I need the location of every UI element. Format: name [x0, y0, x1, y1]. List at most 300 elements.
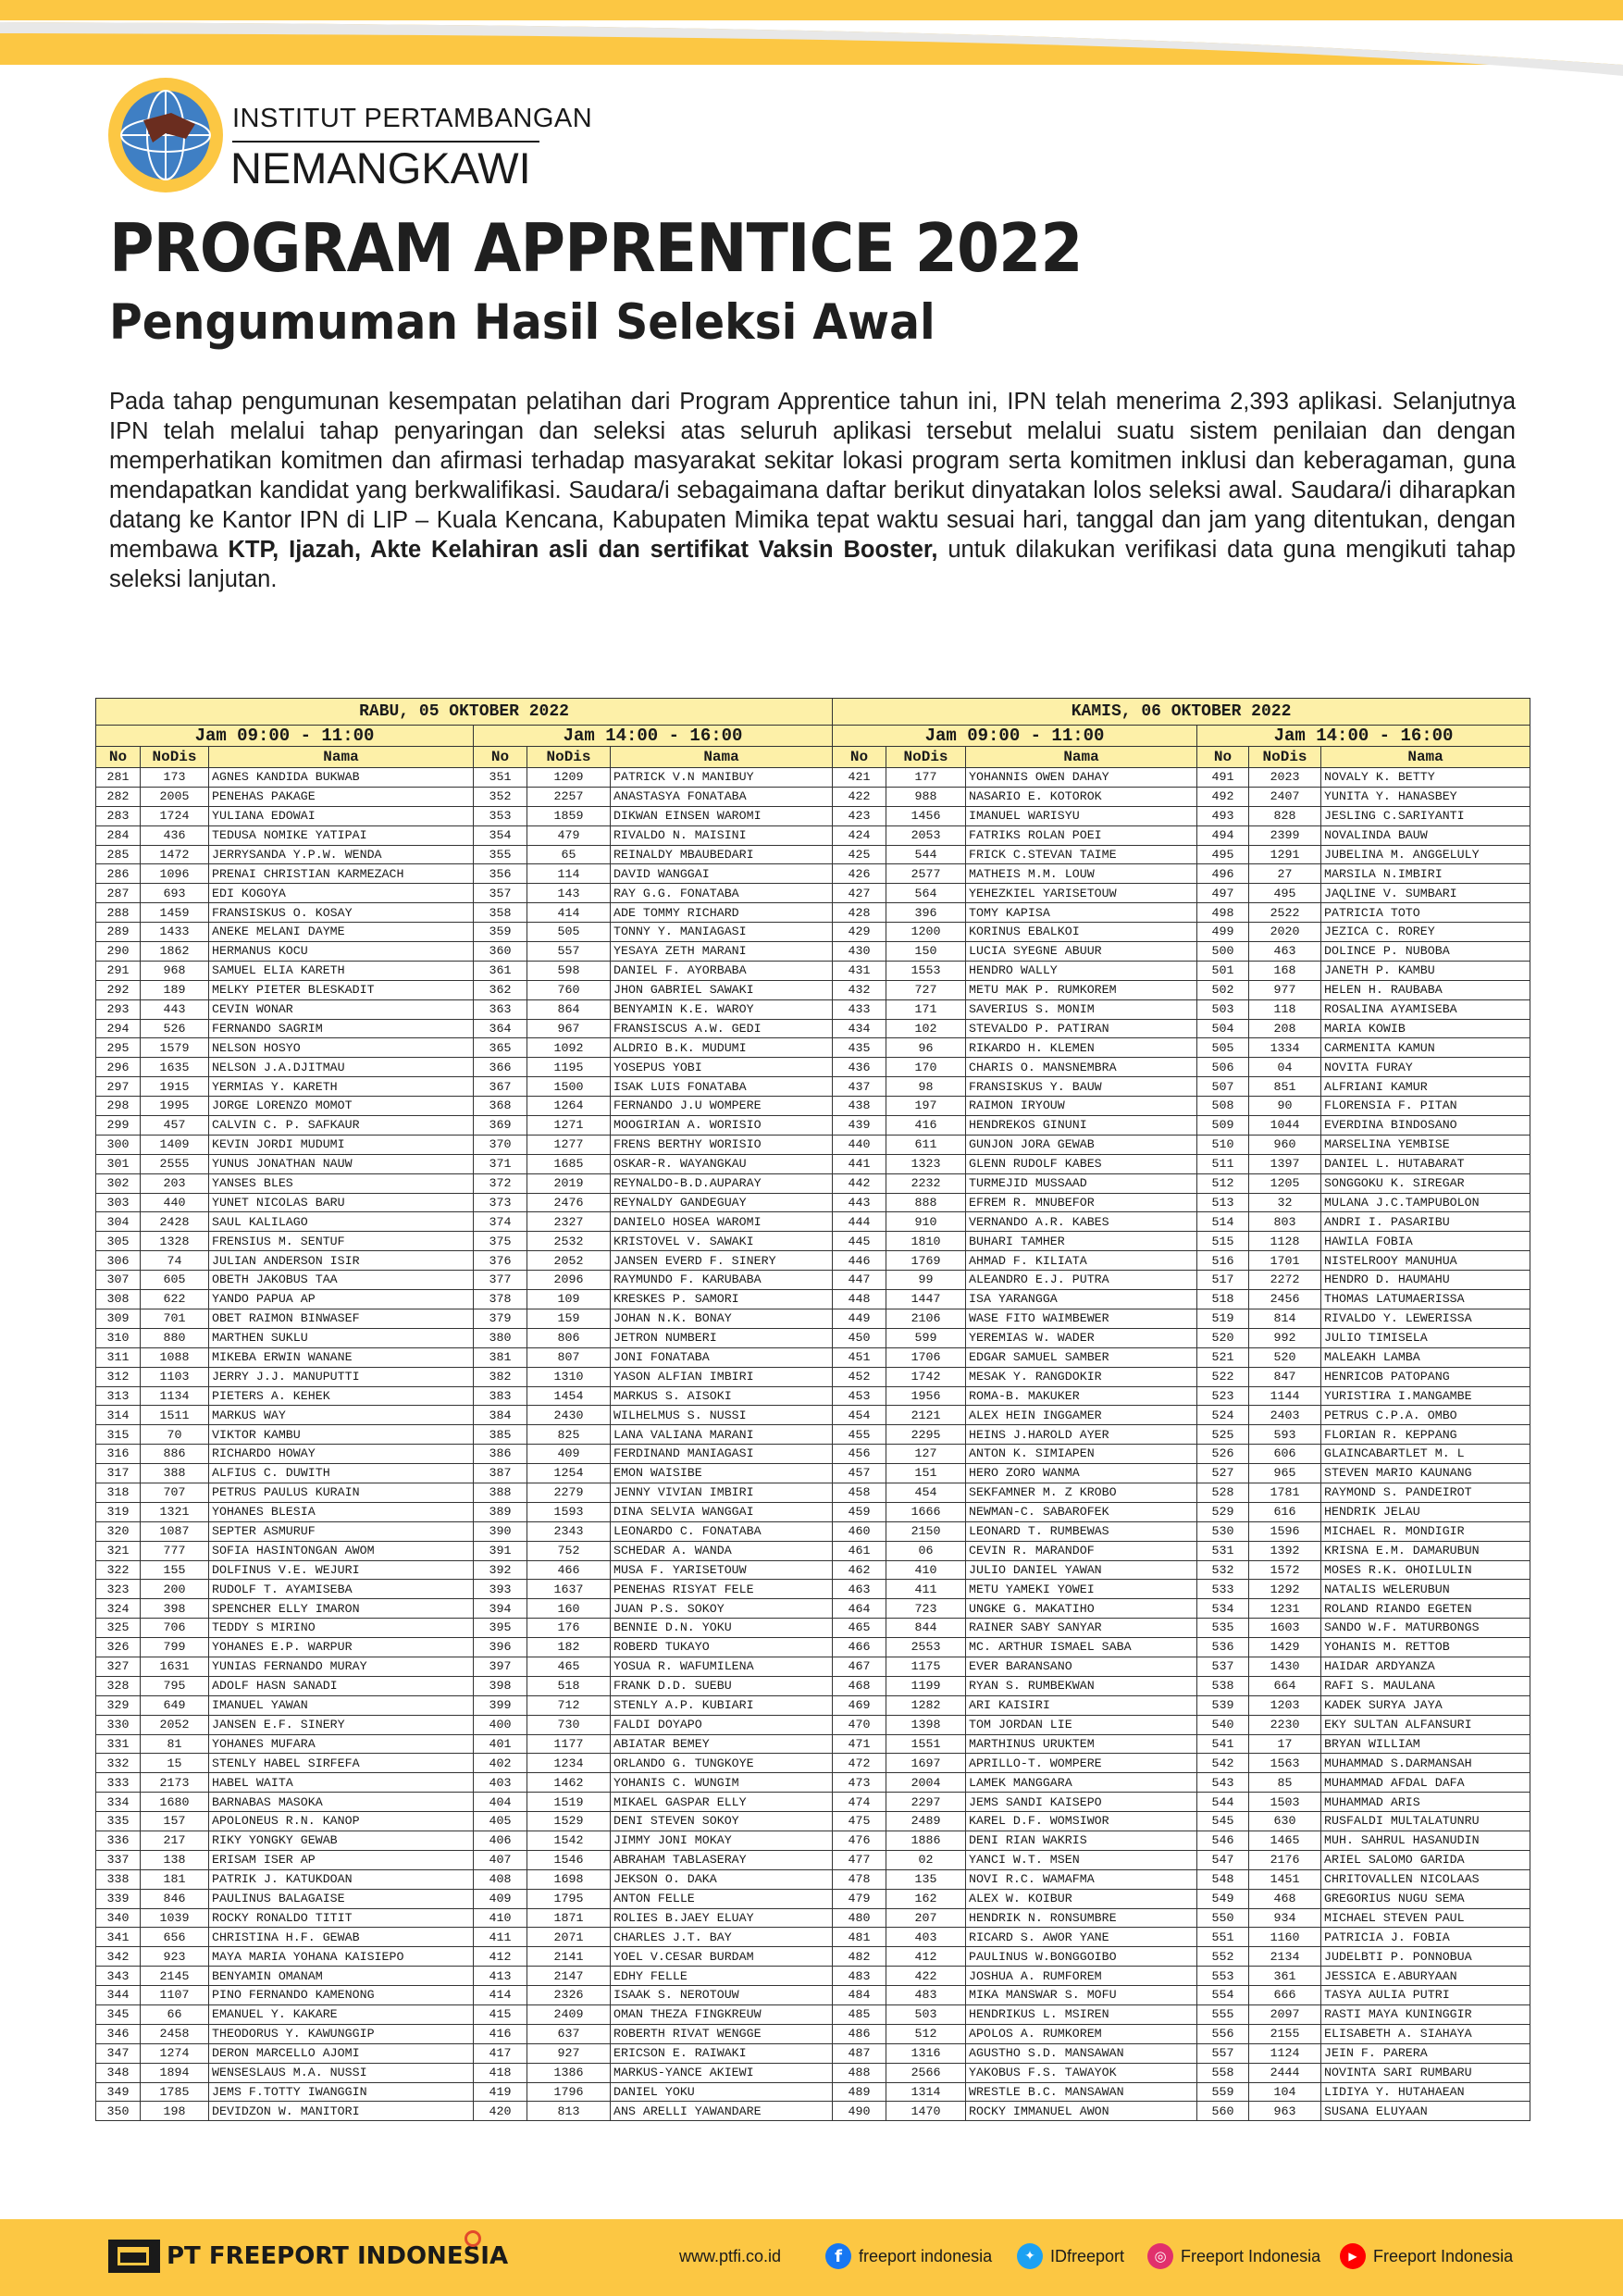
cell-no: 322	[96, 1560, 141, 1580]
cell-nama: YOHANNIS OWEN DAHAY	[966, 768, 1197, 788]
cell-nama: CHARIS O. MANSNEMBRA	[966, 1058, 1197, 1077]
cell-no: 282	[96, 787, 141, 806]
cell-nama: TOM JORDAN LIE	[966, 1715, 1197, 1734]
cell-no: 430	[833, 942, 886, 962]
cell-no: 301	[96, 1154, 141, 1173]
cell-nama: PRENAI CHRISTIAN KARMEZACH	[209, 864, 474, 884]
cell-no: 465	[833, 1619, 886, 1638]
cell-nama: HAWILA FOBIA	[1321, 1232, 1530, 1251]
cell-nama: HENDRO D. HAUMAHU	[1321, 1271, 1530, 1290]
table-row	[96, 1928, 1530, 1947]
cell-nodis: 1199	[886, 1676, 966, 1695]
cell-nodis: 1087	[141, 1521, 209, 1541]
cell-no: 284	[96, 825, 141, 845]
cell-nodis: 135	[886, 1869, 966, 1889]
cell-no: 504	[1197, 1019, 1249, 1038]
cell-nama: PENEHAS RISYAT FELE	[611, 1580, 833, 1599]
cell-nama: PIETERS A. KEHEK	[209, 1386, 474, 1406]
instagram-link[interactable]	[1147, 2242, 1320, 2270]
cell-nama: WILHELMUS S. NUSSI	[611, 1406, 833, 1425]
cell-no: 540	[1197, 1715, 1249, 1734]
cell-nodis: 2230	[1249, 1715, 1321, 1734]
cell-nodis: 813	[527, 2102, 611, 2121]
table-row	[96, 1986, 1530, 2005]
cell-nama: JANSEN E.F. SINERY	[209, 1715, 474, 1734]
cell-nodis: 777	[141, 1541, 209, 1560]
cell-nama: MC. ARTHUR ISMAEL SABA	[966, 1638, 1197, 1657]
cell-no: 543	[1197, 1773, 1249, 1793]
cell-nodis: 1724	[141, 806, 209, 825]
cell-no: 544	[1197, 1793, 1249, 1812]
cell-no: 293	[96, 999, 141, 1019]
cell-no: 429	[833, 923, 886, 942]
cell-nodis: 203	[141, 1173, 209, 1193]
cell-nama: MOOGIRIAN A. WORISIO	[611, 1116, 833, 1136]
cell-no: 401	[474, 1734, 527, 1754]
cell-nama: TASYA AULIA PUTRI	[1321, 1986, 1530, 2005]
table-row	[96, 1271, 1530, 1290]
cell-no: 506	[1197, 1058, 1249, 1077]
cell-nodis: 1386	[527, 2063, 611, 2082]
cell-nama: MARTHEN SUKLU	[209, 1328, 474, 1347]
cell-nama: VERNANDO A.R. KABES	[966, 1212, 1197, 1232]
table-row	[96, 1773, 1530, 1793]
cell-no: 302	[96, 1173, 141, 1193]
cell-nama: BENNIE D.N. YOKU	[611, 1619, 833, 1638]
cell-no: 300	[96, 1135, 141, 1154]
cell-nodis: 880	[141, 1328, 209, 1347]
cell-nama: RUSFALDI MULTALATUNRU	[1321, 1812, 1530, 1831]
table-row	[96, 1754, 1530, 1773]
cell-nama: GREGORIUS NUGU SEMA	[1321, 1889, 1530, 1908]
cell-nodis: 168	[1249, 961, 1321, 980]
cell-nodis: 1128	[1249, 1232, 1321, 1251]
cell-nodis: 1593	[527, 1502, 611, 1521]
website-link[interactable]: www.ptfi.co.id	[679, 2247, 782, 2265]
cell-nodis: 814	[1249, 1309, 1321, 1328]
cell-nodis: 512	[886, 2024, 966, 2043]
cell-nama: CARMENITA KAMUN	[1321, 1038, 1530, 1058]
cell-nodis: 2134	[1249, 1947, 1321, 1967]
column-header: NoDis	[1249, 747, 1321, 768]
cell-nodis: 2173	[141, 1773, 209, 1793]
cell-no: 463	[833, 1580, 886, 1599]
table-row	[96, 1889, 1530, 1908]
cell-nodis: 803	[1249, 1212, 1321, 1232]
cell-no: 353	[474, 806, 527, 825]
cell-nodis: 396	[886, 903, 966, 923]
table-row	[96, 1425, 1530, 1445]
cell-no: 425	[833, 845, 886, 864]
cell-nodis: 98	[886, 1077, 966, 1097]
cell-no: 522	[1197, 1367, 1249, 1386]
cell-nama: YERMIAS Y. KARETH	[209, 1077, 474, 1097]
table-row	[96, 1483, 1530, 1502]
cell-no: 350	[96, 2102, 141, 2121]
cell-no: 485	[833, 2005, 886, 2025]
cell-nama: RYAN S. RUMBEKWAN	[966, 1676, 1197, 1695]
cell-nodis: 1462	[527, 1773, 611, 1793]
cell-nama: JONI FONATABA	[611, 1347, 833, 1367]
cell-nodis: 463	[1249, 942, 1321, 962]
cell-nama: LANA VALIANA MARANI	[611, 1425, 833, 1445]
cell-nodis: 988	[886, 787, 966, 806]
cell-nama: DOLINCE P. NUBOBA	[1321, 942, 1530, 962]
cell-nodis: 02	[886, 1850, 966, 1869]
table-row	[96, 1251, 1530, 1271]
cell-no: 317	[96, 1464, 141, 1483]
cell-no: 427	[833, 884, 886, 903]
cell-nama: WASE FITO WAIMBEWER	[966, 1309, 1197, 1328]
cell-nama: PAULINUS BALAGAISE	[209, 1889, 474, 1908]
cell-nodis: 630	[1249, 1812, 1321, 1831]
cell-no: 397	[474, 1657, 527, 1676]
table-row	[96, 1097, 1530, 1116]
cell-nama: KAREL D.F. WOMSIWOR	[966, 1812, 1197, 1831]
cell-no: 449	[833, 1309, 886, 1328]
cell-nama: NELSON HOSYO	[209, 1038, 474, 1058]
cell-nama: FRENSIUS M. SENTUF	[209, 1232, 474, 1251]
cell-nodis: 2409	[527, 2005, 611, 2025]
cell-no: 285	[96, 845, 141, 864]
cell-no: 392	[474, 1560, 527, 1580]
cell-nodis: 1274	[141, 2043, 209, 2063]
cell-nama: DERON MARCELLO AJOMI	[209, 2043, 474, 2063]
cell-no: 469	[833, 1695, 886, 1715]
cell-nodis: 1470	[886, 2102, 966, 2121]
cell-nama: FRENS BERTHY WORISIO	[611, 1135, 833, 1154]
cell-nama: PINO FERNANDO KAMENONG	[209, 1986, 474, 2005]
cell-no: 387	[474, 1464, 527, 1483]
cell-nodis: 807	[527, 1347, 611, 1367]
cell-nodis: 1572	[1249, 1560, 1321, 1580]
table-row	[96, 2082, 1530, 2102]
cell-no: 434	[833, 1019, 886, 1038]
cell-nama: ORLANDO G. TUNGKOYE	[611, 1754, 833, 1773]
cell-nama: TOMY KAPISA	[966, 903, 1197, 923]
cell-no: 529	[1197, 1502, 1249, 1521]
cell-no: 421	[833, 768, 886, 788]
cell-no: 438	[833, 1097, 886, 1116]
cell-no: 386	[474, 1445, 527, 1464]
cell-nodis: 707	[141, 1483, 209, 1502]
twitter-link[interactable]	[1017, 2242, 1124, 2270]
table-row	[96, 1212, 1530, 1232]
cell-nodis: 844	[886, 1619, 966, 1638]
cell-nama: MIKEBA ERWIN WANANE	[209, 1347, 474, 1367]
cell-nama: PENEHAS PAKAGE	[209, 787, 474, 806]
cell-nodis: 182	[527, 1638, 611, 1657]
cell-nodis: 66	[141, 2005, 209, 2025]
cell-no: 457	[833, 1464, 886, 1483]
table-row	[96, 1328, 1530, 1347]
cell-no: 466	[833, 1638, 886, 1657]
cell-nodis: 799	[141, 1638, 209, 1657]
cell-nodis: 2279	[527, 1483, 611, 1502]
cell-no: 305	[96, 1232, 141, 1251]
cell-no: 395	[474, 1619, 527, 1638]
cell-no: 325	[96, 1619, 141, 1638]
cell-no: 423	[833, 806, 886, 825]
cell-nodis: 74	[141, 1251, 209, 1271]
table-row	[96, 1560, 1530, 1580]
cell-nodis: 81	[141, 1734, 209, 1754]
cell-nama: JERRY J.J. MANUPUTTI	[209, 1367, 474, 1386]
cell-nodis: 505	[527, 923, 611, 942]
cell-nodis: 2097	[1249, 2005, 1321, 2025]
table-row	[96, 1908, 1530, 1928]
cell-no: 525	[1197, 1425, 1249, 1445]
cell-nama: JAQLINE V. SUMBARI	[1321, 884, 1530, 903]
cell-no: 372	[474, 1173, 527, 1193]
session-header: Jam 09:00 - 11:00	[96, 726, 474, 747]
cell-no: 502	[1197, 980, 1249, 999]
table-row	[96, 1058, 1530, 1077]
cell-nama: YOHANES BLESIA	[209, 1502, 474, 1521]
cell-nama: RAFI S. MAULANA	[1321, 1676, 1530, 1695]
cell-nama: MARKUS-YANCE AKIEWI	[611, 2063, 833, 2082]
cell-nodis: 90	[1249, 1097, 1321, 1116]
cell-nodis: 118	[1249, 999, 1321, 1019]
cell-nodis: 2326	[527, 1986, 611, 2005]
cell-nama: DAVID WANGGAI	[611, 864, 833, 884]
cell-no: 298	[96, 1097, 141, 1116]
cell-no: 375	[474, 1232, 527, 1251]
cell-no: 512	[1197, 1173, 1249, 1193]
cell-nodis: 1500	[527, 1077, 611, 1097]
cell-nodis: 965	[1249, 1464, 1321, 1483]
cell-nama: TONNY Y. MANIAGASI	[611, 923, 833, 942]
cell-nama: HERO ZORO WANMA	[966, 1464, 1197, 1483]
cell-nodis: 443	[141, 999, 209, 1019]
cell-no: 555	[1197, 2005, 1249, 2025]
cell-nama: ANASTASYA FONATABA	[611, 787, 833, 806]
cell-nama: JHON GABRIEL SAWAKI	[611, 980, 833, 999]
table-row	[96, 825, 1530, 845]
cell-no: 484	[833, 1986, 886, 2005]
cell-nama: ABIATAR BEMEY	[611, 1734, 833, 1754]
cell-nodis: 1277	[527, 1135, 611, 1154]
cell-no: 473	[833, 1773, 886, 1793]
cell-nodis: 2052	[527, 1251, 611, 1271]
cell-no: 456	[833, 1445, 886, 1464]
cell-nodis: 04	[1249, 1058, 1321, 1077]
cell-nodis: 1785	[141, 2082, 209, 2102]
cell-nama: HEINS J.HAROLD AYER	[966, 1425, 1197, 1445]
cell-no: 334	[96, 1793, 141, 1812]
cell-nodis: 864	[527, 999, 611, 1019]
cell-nodis: 2430	[527, 1406, 611, 1425]
cell-nodis: 1044	[1249, 1116, 1321, 1136]
cell-nodis: 616	[1249, 1502, 1321, 1521]
facebook-label: freeport indonesia	[859, 2246, 993, 2265]
cell-nodis: 1596	[1249, 1521, 1321, 1541]
cell-nodis: 99	[886, 1271, 966, 1290]
cell-nodis: 2141	[527, 1947, 611, 1967]
cell-nama: SUSANA ELUYAAN	[1321, 2102, 1530, 2121]
cell-nodis: 207	[886, 1908, 966, 1928]
cell-nama: FATRIKS ROLAN POEI	[966, 825, 1197, 845]
cell-nodis: 2343	[527, 1521, 611, 1541]
cell-nodis: 102	[886, 1019, 966, 1038]
cell-nama: MARKUS S. AISOKI	[611, 1386, 833, 1406]
cell-nama: EVER BARANSANO	[966, 1657, 1197, 1676]
cell-no: 479	[833, 1889, 886, 1908]
cell-nama: JERRYSANDA Y.P.W. WENDA	[209, 845, 474, 864]
cell-nodis: 181	[141, 1869, 209, 1889]
table-row	[96, 1193, 1530, 1212]
cell-nodis: 2428	[141, 1212, 209, 1232]
cell-no: 343	[96, 1967, 141, 1986]
cell-nodis: 992	[1249, 1328, 1321, 1347]
cell-nama: CEVIN WONAR	[209, 999, 474, 1019]
cell-nama: ALEX HEIN INGGAMER	[966, 1406, 1197, 1425]
cell-nodis: 2020	[1249, 923, 1321, 942]
cell-nodis: 637	[527, 2024, 611, 2043]
cell-no: 376	[474, 1251, 527, 1271]
cell-nama: FERNANDO J.U WOMPERE	[611, 1097, 833, 1116]
cell-nama: ALFRIANI KAMUR	[1321, 1077, 1530, 1097]
cell-nama: SAVERIUS S. MONIM	[966, 999, 1197, 1019]
cell-no: 356	[474, 864, 527, 884]
cell-nodis: 910	[886, 1212, 966, 1232]
cell-no: 384	[474, 1406, 527, 1425]
cell-no: 373	[474, 1193, 527, 1212]
cell-nama: MESAK Y. RANGDOKIR	[966, 1367, 1197, 1386]
cell-nodis: 520	[1249, 1347, 1321, 1367]
cell-no: 556	[1197, 2024, 1249, 2043]
cell-no: 526	[1197, 1445, 1249, 1464]
cell-nama: BENYAMIN OMANAM	[209, 1967, 474, 1986]
youtube-link[interactable]	[1340, 2242, 1513, 2270]
cell-no: 329	[96, 1695, 141, 1715]
cell-nama: OBETH JAKOBUS TAA	[209, 1271, 474, 1290]
cell-no: 368	[474, 1097, 527, 1116]
cell-no: 503	[1197, 999, 1249, 1019]
cell-nodis: 1195	[527, 1058, 611, 1077]
cell-no: 547	[1197, 1850, 1249, 1869]
cell-nama: YURISTIRA I.MANGAMBE	[1321, 1386, 1530, 1406]
cell-no: 308	[96, 1290, 141, 1309]
cell-nodis: 923	[141, 1947, 209, 1967]
cell-nama: LIDIYA Y. HUTAHAEAN	[1321, 2082, 1530, 2102]
cell-no: 486	[833, 2024, 886, 2043]
cell-nama: YANCI W.T. MSEN	[966, 1850, 1197, 1869]
cell-nama: IMANUEL YAWAN	[209, 1695, 474, 1715]
cell-nama: CHRISTINA H.F. GEWAB	[209, 1928, 474, 1947]
cell-nama: MATHEIS M.M. LOUW	[966, 864, 1197, 884]
cell-nodis: 177	[886, 768, 966, 788]
cell-nodis: 2005	[141, 787, 209, 806]
table-row	[96, 1831, 1530, 1850]
cell-no: 364	[474, 1019, 527, 1038]
cell-no: 450	[833, 1328, 886, 1347]
ptfi-logo-icon	[108, 2240, 160, 2273]
table-row	[96, 942, 1530, 962]
cell-nodis: 1546	[527, 1850, 611, 1869]
facebook-link[interactable]	[825, 2242, 992, 2270]
table-row	[96, 1580, 1530, 1599]
cell-nodis: 468	[1249, 1889, 1321, 1908]
table-row	[96, 2024, 1530, 2043]
cell-nodis: 114	[527, 864, 611, 884]
cell-nodis: 968	[141, 961, 209, 980]
cell-no: 433	[833, 999, 886, 1019]
cell-no: 501	[1197, 961, 1249, 980]
cell-nodis: 1447	[886, 1290, 966, 1309]
cell-no: 439	[833, 1116, 886, 1136]
cell-no: 431	[833, 961, 886, 980]
cell-nama: RIKARDO H. KLEMEN	[966, 1038, 1197, 1058]
cell-nodis: 886	[141, 1445, 209, 1464]
cell-nama: SEPTER ASMURUF	[209, 1521, 474, 1541]
cell-no: 333	[96, 1773, 141, 1793]
cell-nodis: 706	[141, 1619, 209, 1638]
table-row	[96, 1502, 1530, 1521]
cell-nodis: 162	[886, 1889, 966, 1908]
cell-nama: JULIO DANIEL YAWAN	[966, 1560, 1197, 1580]
cell-nodis: 503	[886, 2005, 966, 2025]
cell-nodis: 1542	[527, 1831, 611, 1850]
cell-no: 549	[1197, 1889, 1249, 1908]
cell-nama: PETRUS C.P.A. OMBO	[1321, 1406, 1530, 1425]
cell-nama: MICHAEL STEVEN PAUL	[1321, 1908, 1530, 1928]
cell-nama: HENDRIKUS L. MSIREN	[966, 2005, 1197, 2025]
cell-nama: CHRITOVALLEN NICOLAAS	[1321, 1869, 1530, 1889]
cell-nama: PATRIK J. KATUKDOAN	[209, 1869, 474, 1889]
cell-no: 470	[833, 1715, 886, 1734]
cell-nodis: 398	[141, 1599, 209, 1619]
cell-no: 420	[474, 2102, 527, 2121]
cell-nodis: 1859	[527, 806, 611, 825]
cell-nama: PATRICIA TOTO	[1321, 903, 1530, 923]
cell-no: 490	[833, 2102, 886, 2121]
cell-nama: KADEK SURYA JAYA	[1321, 1695, 1530, 1715]
cell-nama: ROMA-B. MAKUKER	[966, 1386, 1197, 1406]
cell-nodis: 2145	[141, 1967, 209, 1986]
cell-nama: JEIN F. PARERA	[1321, 2043, 1530, 2063]
cell-no: 359	[474, 923, 527, 942]
cell-no: 496	[1197, 864, 1249, 884]
cell-nama: BARNABAS MASOKA	[209, 1793, 474, 1812]
cell-no: 319	[96, 1502, 141, 1521]
cell-nodis: 1160	[1249, 1928, 1321, 1947]
cell-no: 341	[96, 1928, 141, 1947]
cell-nama: RICARD S. AWOR YANE	[966, 1928, 1197, 1947]
cell-nodis: 1321	[141, 1502, 209, 1521]
cell-nama: JUDELBTI P. PONNOBUA	[1321, 1947, 1530, 1967]
cell-nama: ANTON K. SIMIAPEN	[966, 1445, 1197, 1464]
cell-nama: FRICK C.STEVAN TAIME	[966, 845, 1197, 864]
cell-nodis: 1205	[1249, 1173, 1321, 1193]
cell-nodis: 825	[527, 1425, 611, 1445]
cell-no: 340	[96, 1908, 141, 1928]
cell-nama: TURMEJID MUSSAAD	[966, 1173, 1197, 1193]
cell-no: 346	[96, 2024, 141, 2043]
table-row	[96, 1309, 1530, 1328]
cell-nama: MALEAKH LAMBA	[1321, 1347, 1530, 1367]
cell-no: 532	[1197, 1560, 1249, 1580]
cell-no: 541	[1197, 1734, 1249, 1754]
cell-nodis: 605	[141, 1271, 209, 1290]
cell-nama: JEZICA C. ROREY	[1321, 923, 1530, 942]
cell-nama: MARTHINUS URUKTEM	[966, 1734, 1197, 1754]
cell-no: 304	[96, 1212, 141, 1232]
cell-no: 306	[96, 1251, 141, 1271]
table-row	[96, 1367, 1530, 1386]
cell-nama: DANIEL YOKU	[611, 2082, 833, 2102]
cell-nama: JANSEN EVERD F. SINERY	[611, 1251, 833, 1271]
